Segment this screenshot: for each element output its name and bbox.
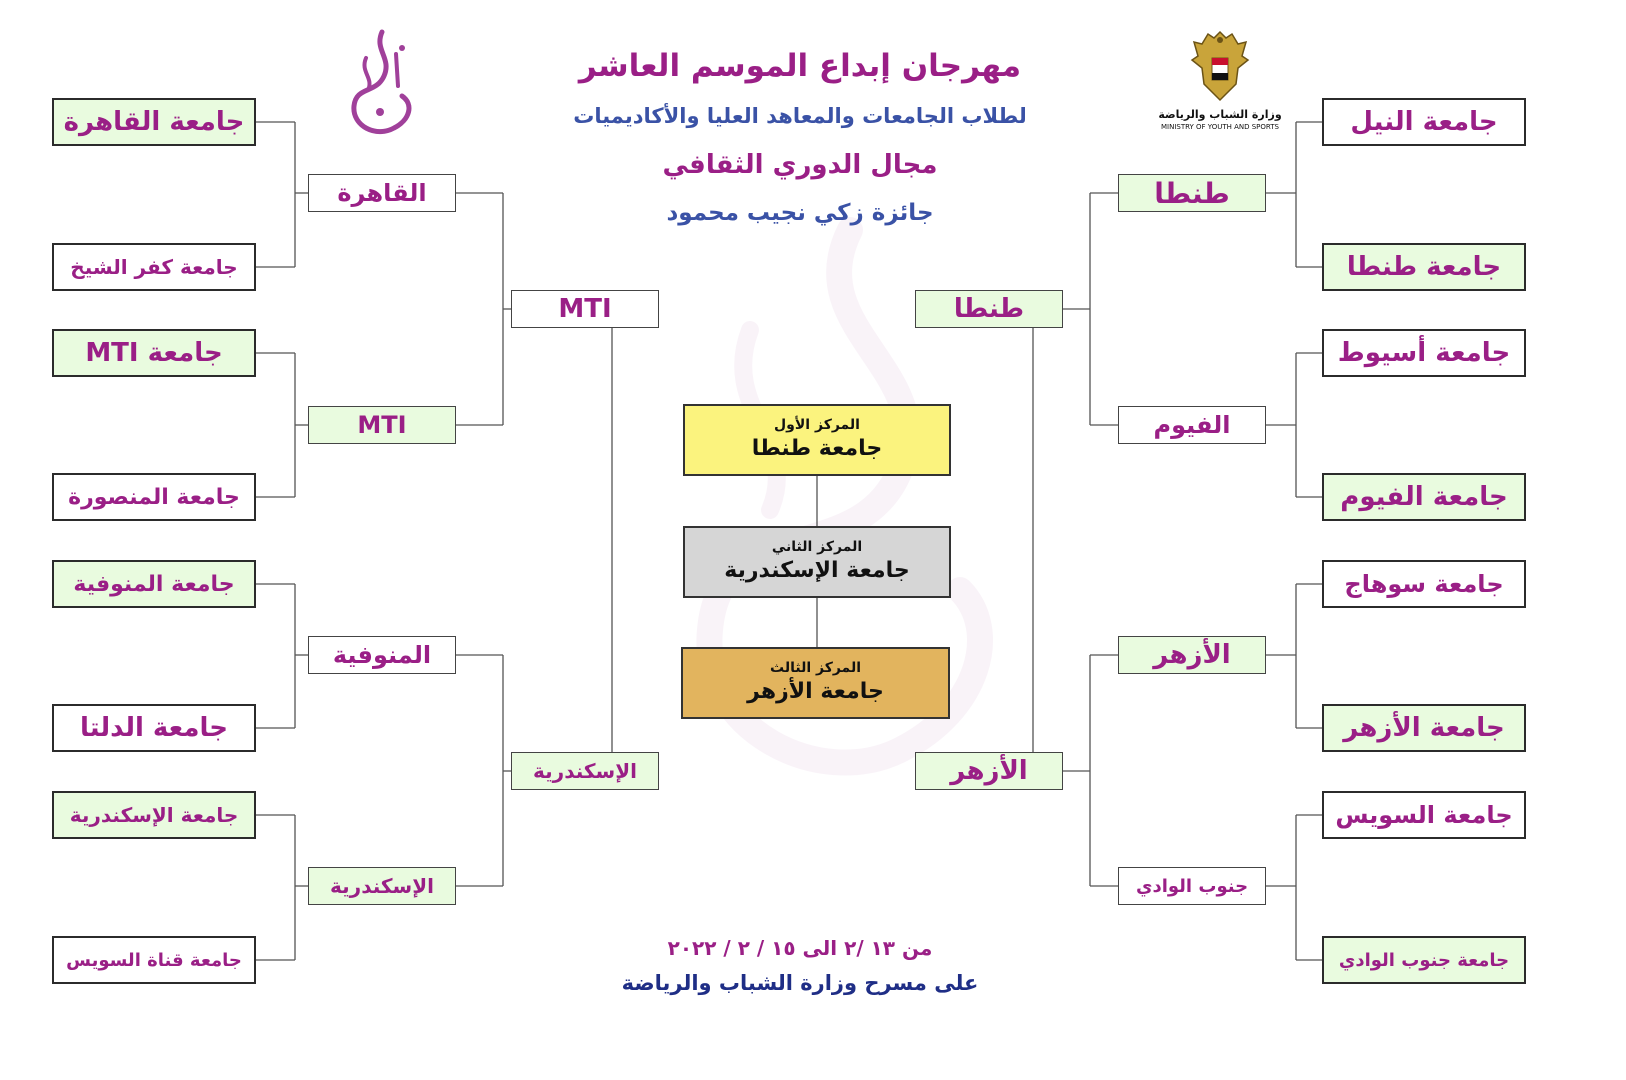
second-place-box: [683, 526, 951, 598]
left-team-2: جامعة كفر الشيخ: [52, 243, 256, 291]
left-team-5: جامعة المنوفية: [52, 560, 256, 608]
second-place-winner: جامعة الإسكندرية: [724, 558, 910, 583]
award-name: جائزة زكي نجيب محمود: [666, 200, 934, 226]
left-r3-1: MTI: [511, 290, 659, 328]
ministry-name-en: MINISTRY OF YOUTH AND SPORTS: [1161, 123, 1279, 131]
ministry-logo: [1150, 28, 1290, 138]
left-team-1: جامعة القاهرة: [52, 98, 256, 146]
first-place-box: [683, 404, 951, 476]
left-r2-4: الإسكندرية: [308, 867, 456, 905]
left-team-3: جامعة MTI: [52, 329, 256, 377]
third-place-rank: المركز الثالث: [770, 660, 861, 676]
right-r3-1: طنطا: [915, 290, 1063, 328]
right-r2-4: جنوب الوادي: [1118, 867, 1266, 905]
left-team-6: جامعة الدلتا: [52, 704, 256, 752]
left-team-8: جامعة قناة السويس: [52, 936, 256, 984]
egypt-eagle-icon: [1190, 28, 1250, 104]
right-r2-2: الفيوم: [1118, 406, 1266, 444]
first-place-rank: المركز الأول: [774, 417, 860, 433]
left-r2-1: القاهرة: [308, 174, 456, 212]
third-place-winner: جامعة الأزهر: [747, 679, 884, 704]
right-team-3: جامعة أسيوط: [1322, 329, 1526, 377]
left-team-7: جامعة الإسكندرية: [52, 791, 256, 839]
third-place-box: [681, 647, 950, 719]
first-place-winner: جامعة طنطا: [751, 436, 883, 461]
right-r2-1: طنطا: [1118, 174, 1266, 212]
event-dates: من ١٣ /٢ الى ١٥ / ٢ / ٢٠٢٢: [667, 936, 933, 960]
left-r3-2: الإسكندرية: [511, 752, 659, 790]
right-team-2: جامعة طنطا: [1322, 243, 1526, 291]
left-team-4: جامعة المنصورة: [52, 473, 256, 521]
second-place-rank: المركز الثاني: [771, 539, 863, 555]
right-team-8: جامعة جنوب الوادي: [1322, 936, 1526, 984]
right-r2-3: الأزهر: [1118, 636, 1266, 674]
right-team-4: جامعة الفيوم: [1322, 473, 1526, 521]
right-team-5: جامعة سوهاج: [1322, 560, 1526, 608]
right-team-7: جامعة السويس: [1322, 791, 1526, 839]
right-r3-2: الأزهر: [915, 752, 1063, 790]
left-r2-2: MTI: [308, 406, 456, 444]
festival-subtitle: لطلاب الجامعات والمعاهد العليا والأكاديميات: [573, 104, 1027, 128]
ibdaa-logo-icon: [340, 28, 420, 140]
festival-title: مهرجان إبداع الموسم العاشر: [578, 48, 1022, 84]
right-team-6: جامعة الأزهر: [1322, 704, 1526, 752]
event-venue: على مسرح وزارة الشباب والرياضة: [621, 971, 979, 995]
ministry-name-ar: وزارة الشباب والرياضة: [1158, 108, 1282, 121]
right-team-1: جامعة النيل: [1322, 98, 1526, 146]
competition-field: مجال الدوري الثقافي: [662, 150, 938, 180]
left-r2-3: المنوفية: [308, 636, 456, 674]
